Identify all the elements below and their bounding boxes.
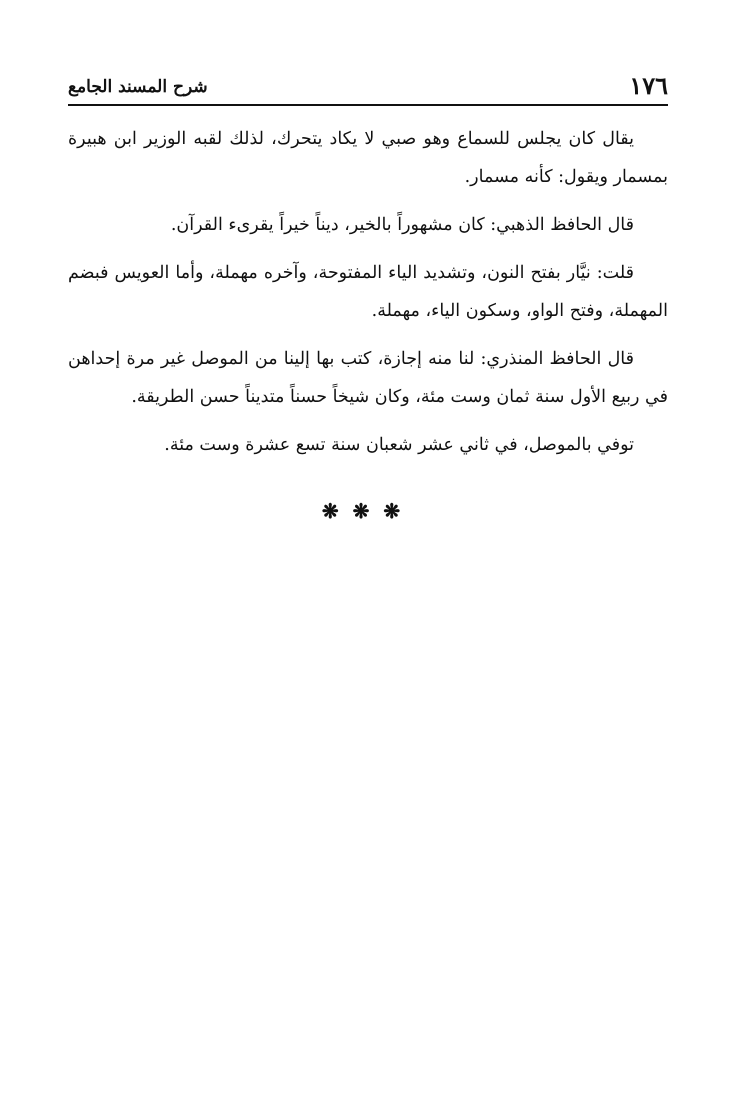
- running-title: شرح المسند الجامع: [68, 77, 208, 97]
- paragraph-2: قال الحافظ الذهبي: كان مشهوراً بالخير، ديناً خيراً يقرىء القرآن.: [170, 215, 634, 235]
- section-separator: [68, 492, 668, 530]
- main-text: [68, 120, 668, 530]
- paragraph-3: قلت: نيَّار بفتح النون، وتشديد الياء المفتوحة، وآخره مهملة، وأما العويس فبضم المهملة، وفتح الواو، وسكون الياء، مهملة.: [68, 263, 668, 321]
- separator-star-icon: ❋: [352, 499, 384, 523]
- paragraph-4: قال الحافظ المنذري: لنا منه إجازة، كتب بها إلينا من الموصل غير مرة إحداهن في ربيع الأول سنة ثمان وست مئة، وكان شيخاً حسناً متديناً حسن الطريقة.: [68, 349, 668, 407]
- page-number: ١٧٦: [629, 71, 668, 100]
- separator-star-icon: ❋: [321, 499, 353, 523]
- separator-star-icon: ❋: [383, 499, 415, 523]
- paragraph-5: توفي بالموصل، في ثاني عشر شعبان سنة تسع عشرة وست مئة.: [164, 435, 634, 455]
- page-header: [68, 70, 668, 104]
- paragraph-1: يقال كان يجلس للسماع وهو صبي لا يكاد يتحرك، لذلك لقبه الوزير ابن هبيرة بمسمار ويقول: كأنه مسمار.: [68, 129, 668, 187]
- header-rule: [68, 104, 668, 106]
